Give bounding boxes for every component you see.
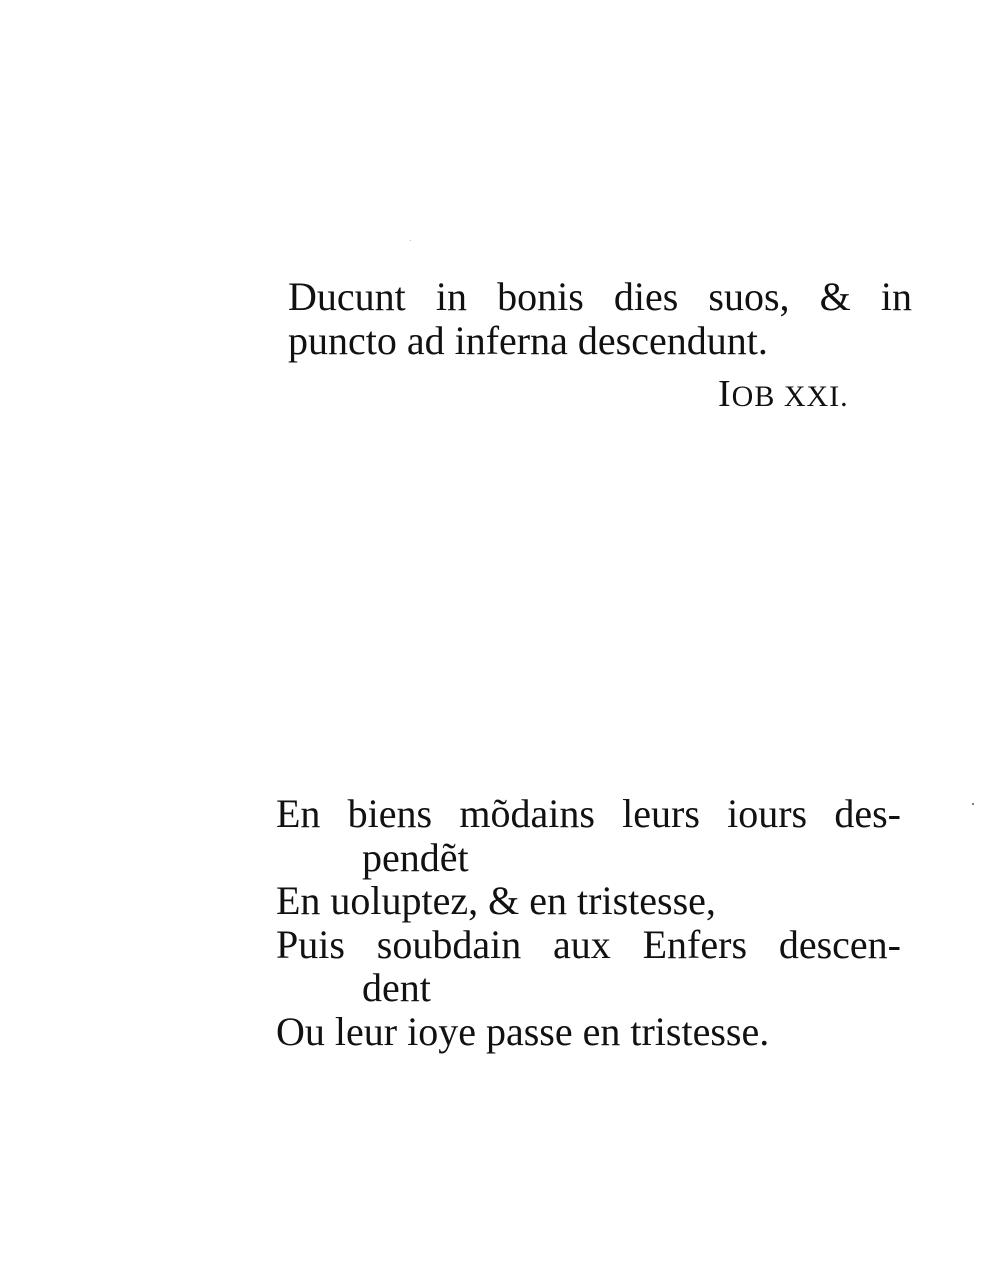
- verse-line-continuation: dent: [362, 965, 431, 1010]
- verse-line: Puis soubdain aux Enfers descen-: [276, 921, 901, 967]
- verse-line: En biens mõdains leurs iours des-: [276, 791, 901, 836]
- latin-epigraph: [288, 275, 912, 363]
- epigraph-line: Ducunt in bonis dies suos, & in: [288, 274, 912, 319]
- scripture-citation: [718, 372, 849, 419]
- citation-initial: I: [718, 373, 732, 415]
- french-verse: [276, 792, 901, 1053]
- verse-line-continuation: pendẽt: [362, 834, 469, 880]
- verse-line: En uoluptez, & en tristesse,: [276, 878, 716, 923]
- ink-speck: [972, 803, 974, 805]
- verse-line: Ou leur ioye passe en tristesse.: [276, 1008, 770, 1054]
- epigraph-line: puncto ad inferna descendunt.: [288, 318, 768, 363]
- ink-speck: [410, 240, 411, 241]
- citation-rest: OB XXI.: [731, 380, 849, 413]
